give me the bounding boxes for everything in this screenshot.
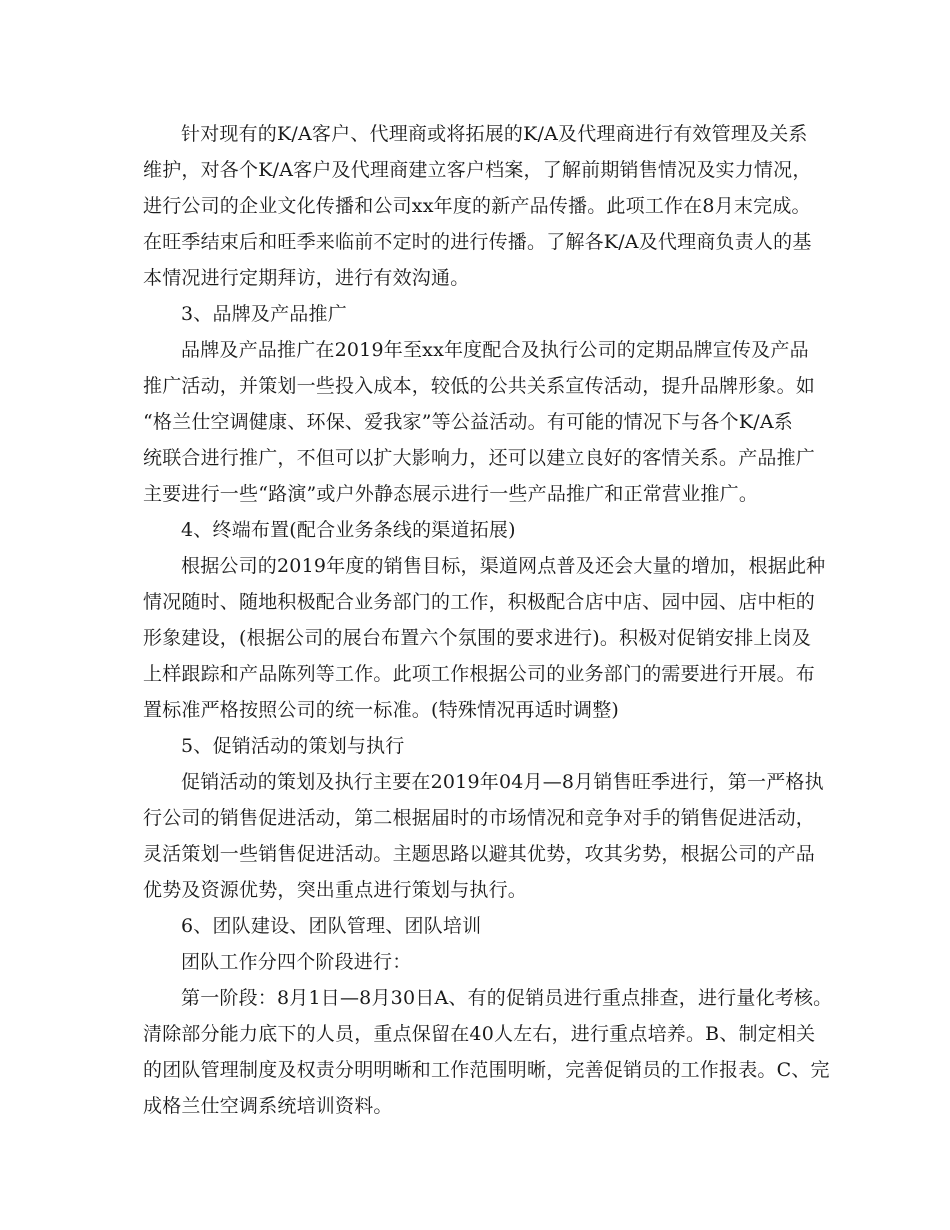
text-line: 灵活策划一些销售促进活动。主题思路以避其优势，攻其劣势，根据公司的产品 [143, 843, 816, 865]
text-line: 团队工作分四个阶段进行： [181, 951, 412, 973]
text-line: 4、终端布置(配合业务条线的渠道拓展) [181, 519, 516, 541]
text-line: 清除部分能力底下的人员，重点保留在40人左右，进行重点培养。B、制定相关 [143, 1023, 816, 1045]
text-line: 第一阶段：8月1日—8月30日A、有的促销员进行重点排查，进行量化考核。 [181, 987, 833, 1009]
text-line: 品牌及产品推广在2019年至xx年度配合及执行公司的定期品牌宣传及产品 [181, 339, 809, 361]
text-line: 上样跟踪和产品陈列等工作。此项工作根据公司的业务部门的需要进行开展。布 [143, 663, 816, 685]
document-body [0, 116, 950, 1124]
text-line: 行公司的销售促进活动，第二根据届时的市场情况和竞争对手的销售促进活动， [143, 807, 816, 829]
text-line: 本情况进行定期拜访，进行有效沟通。 [143, 267, 470, 289]
text-line: 置标准严格按照公司的统一标准。(特殊情况再适时调整) [143, 699, 620, 721]
text-line: 促销活动的策划及执行主要在2019年04月—8月销售旺季进行，第一严格执 [181, 771, 824, 793]
text-line: 优势及资源优势，突出重点进行策划与执行。 [143, 879, 528, 901]
text-line: 针对现有的K/A客户、代理商或将拓展的K/A及代理商进行有效管理及关系 [181, 123, 808, 145]
text-line: 情况随时、随地积极配合业务部门的工作，积极配合店中店、园中园、店中柜的 [143, 591, 816, 613]
text-line: 成格兰仕空调系统培训资料。 [143, 1095, 393, 1117]
text-line: 根据公司的2019年度的销售目标，渠道网点普及还会大量的增加，根据此种 [181, 555, 826, 577]
text-line: 进行公司的企业文化传播和公司xx年度的新产品传播。此项工作在8月末完成。 [143, 195, 811, 217]
text-line: “格兰仕空调健康、环保、爱我家”等公益活动。有可能的情况下与各个K/A系 [143, 411, 793, 433]
text-line: 维护，对各个K/A客户及代理商建立客户档案，了解前期销售情况及实力情况， [143, 159, 812, 181]
text-line: 的团队管理制度及权责分明明晰和工作范围明晰，完善促销员的工作报表。C、完 [143, 1059, 830, 1081]
text-line: 形象建设，(根据公司的展台布置六个氛围的要求进行)。积极对促销安排上岗及 [143, 627, 812, 649]
text-line: 在旺季结束后和旺季来临前不定时的进行传播。了解各K/A及代理商负责人的基 [143, 231, 812, 253]
text-line: 5、促销活动的策划与执行 [181, 735, 405, 757]
text-line: 主要进行一些“路演”或户外静态展示进行一些产品推广和正常营业推广。 [143, 483, 759, 505]
text-line: 推广活动，并策划一些投入成本，较低的公共关系宣传活动，提升品牌形象。如 [143, 375, 816, 397]
text-line: 3、品牌及产品推广 [181, 303, 347, 325]
text-line: 6、团队建设、团队管理、团队培训 [181, 915, 482, 937]
text-line: 统联合进行推广，不但可以扩大影响力，还可以建立良好的客情关系。产品推广 [143, 447, 816, 469]
